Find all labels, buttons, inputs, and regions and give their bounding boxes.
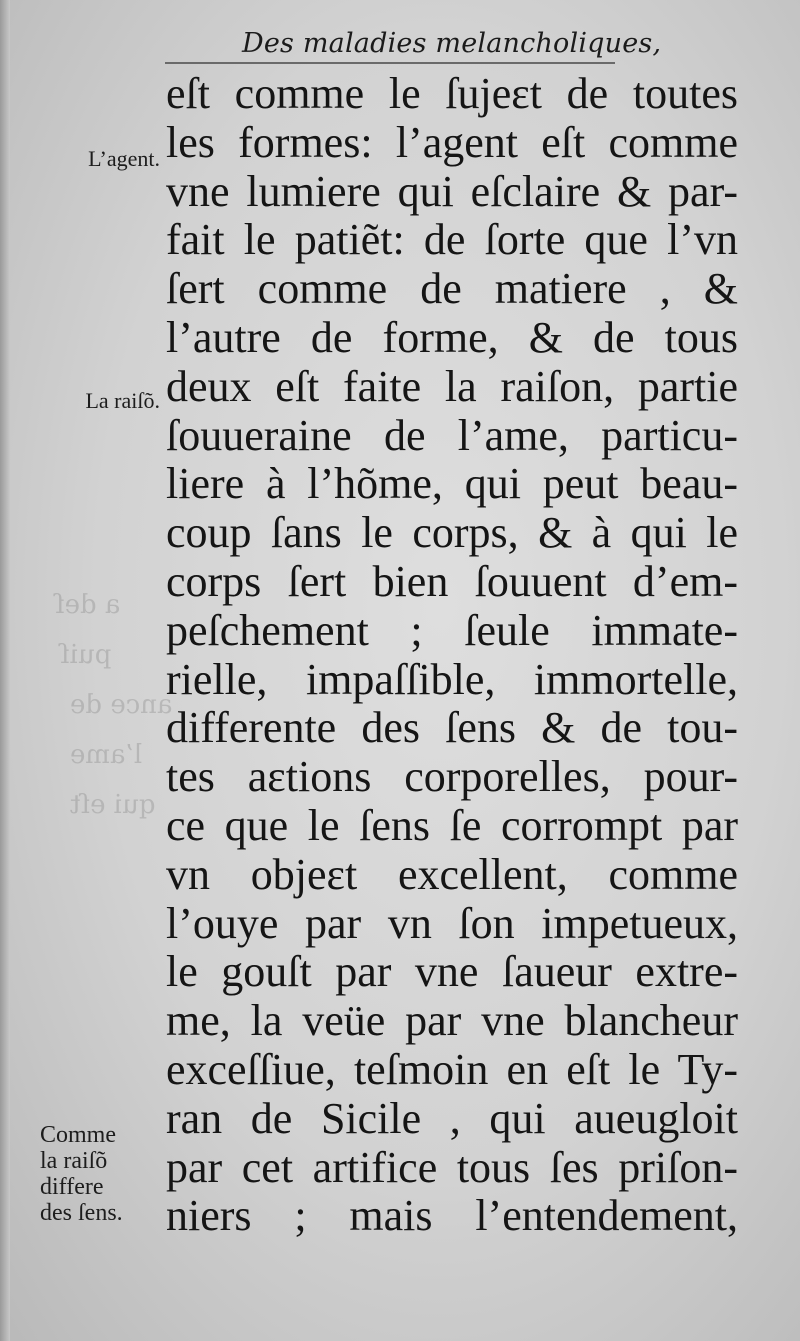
margin-note-line: differe [40,1174,104,1200]
text-line: ſouueraine de l’ame, particu- [166,410,738,460]
show-through-text: a deſ [55,590,121,620]
text-line: eſt comme le ſujeɛt de toutes [166,69,738,118]
header-rule [165,62,615,64]
margin-note-comme [40,1122,164,1226]
margin-note-label: La raiſõ. [85,388,160,413]
text-line: ran de Sicile , qui aueugloit [166,1093,738,1143]
text-line: niers ; mais l’entendement, [166,1191,738,1241]
text-line: par cet artifice tous ſes priſon- [166,1142,738,1192]
text-line: differente des ſens & de tou- [166,703,738,753]
margin-note-line: des ſens. [40,1200,123,1226]
text-line: coup ſans le corps, & à qui le [166,508,738,558]
text-line: corps ſert bien ſouuent d’em- [166,556,738,606]
show-through-text: puiſ [60,640,112,670]
text-line: vn objeɛt excellent, comme [166,849,738,899]
text-line: rielle, impaſſible, immortelle, [166,654,738,704]
text-line: deux eſt faite la raiſon, partie [166,361,738,411]
text-line: exceſſiue, teſmoin en eſt le Ty- [166,1044,738,1094]
text-line: liere à l’hõme, qui peut beau- [166,459,738,509]
text-line: les formes: l’agent eſt comme [166,117,738,167]
margin-note-line: la raiſõ [40,1148,108,1174]
margin-note-label: L’agent. [88,146,160,171]
text-line: le gouſt par vne ſaueur extre- [166,947,738,997]
show-through-text: qui eſt [70,790,156,820]
margin-note-agent [36,146,160,172]
text-line: l’ouye par vn ſon impetueux, [166,898,738,948]
text-line: me, la veüe par vne blancheur [166,996,738,1046]
text-line: l’autre de forme, & de tous [166,312,738,362]
margin-note-line: Comme [40,1122,116,1148]
text-line: ſert comme de matiere , & [166,264,738,314]
show-through-text: ance de [70,690,173,720]
running-head: Des maladies melancholiques, [242,28,662,59]
show-through-text: l’ame [70,740,143,770]
page-edge-shadow [0,0,10,1341]
text-line: vne lumiere qui eſclaire & par- [166,166,738,216]
body-text [166,70,738,1241]
text-line: ce que le ſens ſe corrompt par [166,800,738,850]
text-line: peſchement ; ſeule immate- [166,605,738,655]
margin-note-raison [36,388,160,414]
text-line: fait le patiẽt: de ſorte que l’vn [166,215,738,265]
text-line: tes aɛtions corporelles, pour- [166,752,738,802]
